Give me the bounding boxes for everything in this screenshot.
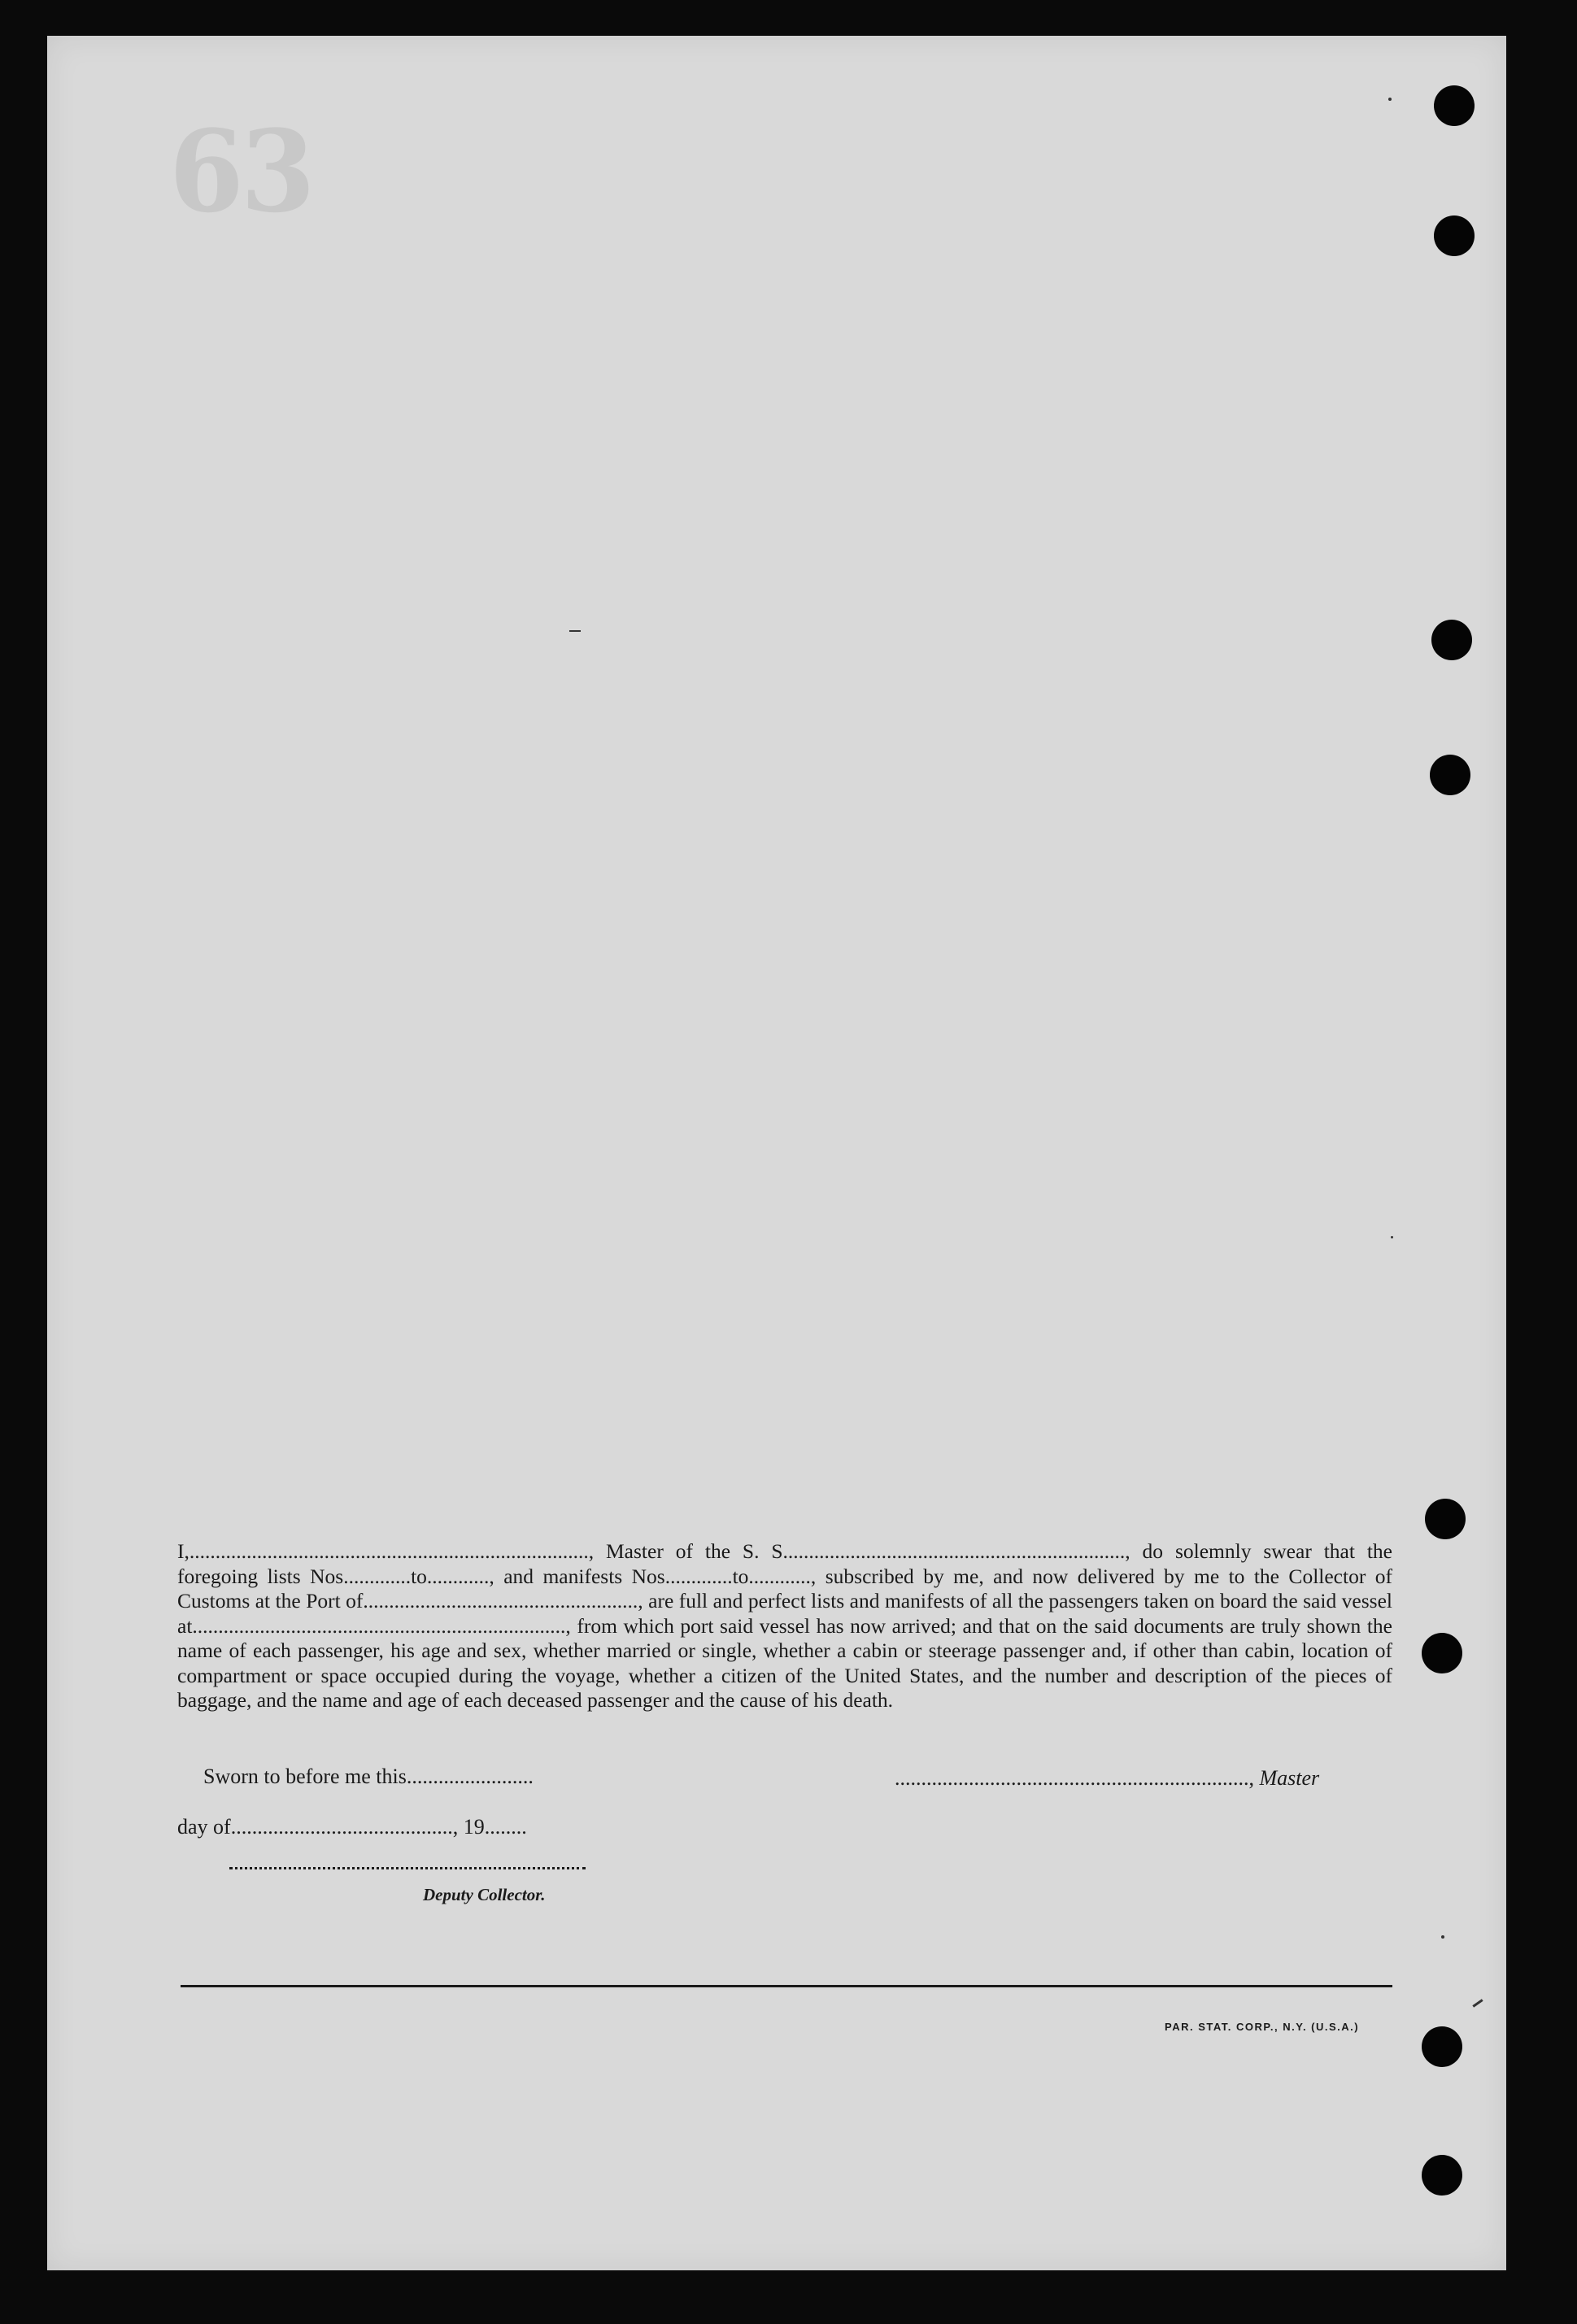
binder-hole bbox=[1431, 620, 1472, 660]
binder-hole bbox=[1434, 85, 1475, 126]
master-label: Master bbox=[1259, 1766, 1320, 1790]
binder-hole bbox=[1422, 2155, 1462, 2196]
scan-speck bbox=[1388, 98, 1392, 101]
binder-hole bbox=[1422, 2026, 1462, 2067]
oath-paragraph: I,............................................................................., Master of the S. S.................................................................., do solemnly swear that the foregoing lists Nos.............to............, and manifests Nos.............to............, subscribed by me, and now delivered by me to the Collector of Customs at the Port of....................................................., are full and perfect lists and manifests of all the passengers taken on board the said vessel at........................................................................, from which port said vessel has now arrived; and that on the said documents are truly shown the name of each passenger, his age and sex, whether married or single, whether a cabin or steerage passenger and, if other than cabin, location of compartment or space occupied during the voyage, whether a citizen of the United States, and the number and description of the pieces of baggage, and the name and age of each deceased passenger and the cause of his death. bbox=[177, 1539, 1392, 1712]
printer-mark: PAR. STAT. CORP., N.Y. (U.S.A.) bbox=[1165, 2021, 1360, 2033]
master-signature-dots: ..................................................................., bbox=[895, 1766, 1260, 1790]
oath-block bbox=[177, 1539, 1392, 1713]
deputy-collector-signature-line bbox=[229, 1867, 586, 1869]
page-number-stamp: 63 bbox=[169, 106, 312, 238]
binder-hole bbox=[1430, 755, 1470, 795]
master-signature-line bbox=[895, 1766, 1319, 1791]
binder-hole bbox=[1434, 215, 1475, 256]
manifest-sheet bbox=[47, 36, 1506, 2270]
deputy-collector-label: Deputy Collector. bbox=[423, 1885, 546, 1904]
binder-hole bbox=[1422, 1633, 1462, 1673]
scan-speck bbox=[569, 630, 581, 632]
day-of-line: day of.........................................., 19........ bbox=[177, 1815, 527, 1839]
binder-hole bbox=[1425, 1499, 1466, 1539]
scan-speck bbox=[1391, 1236, 1393, 1238]
horizontal-rule bbox=[181, 1985, 1392, 1987]
scan-speck bbox=[1441, 1935, 1444, 1939]
sworn-line: Sworn to before me this........................ bbox=[203, 1765, 534, 1788]
